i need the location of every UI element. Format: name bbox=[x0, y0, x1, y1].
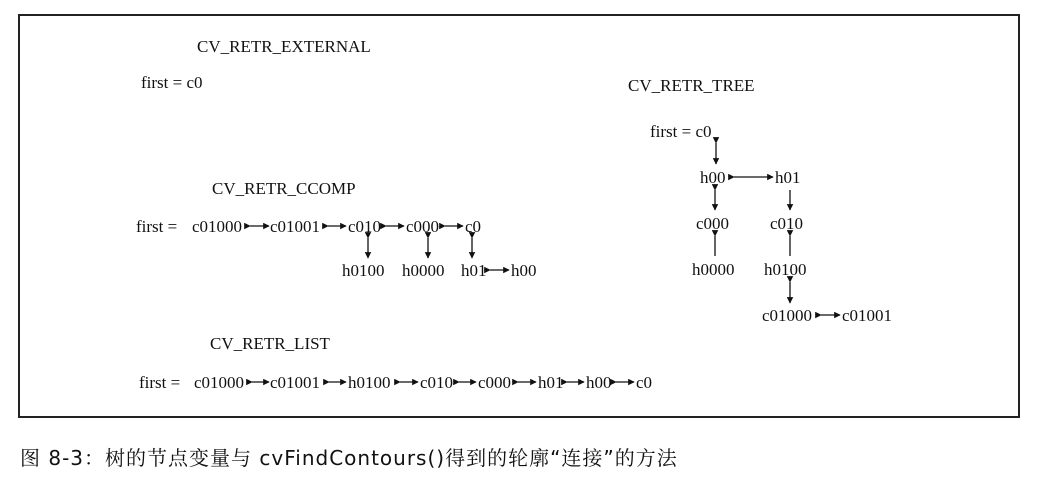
external-title: CV_RETR_EXTERNAL bbox=[197, 37, 371, 56]
tree-node-h0100: h0100 bbox=[764, 260, 807, 279]
tree-node-h00: h00 bbox=[700, 168, 726, 187]
tree-node-h01: h01 bbox=[775, 168, 801, 187]
ccomp-hole-h0100: h0100 bbox=[342, 261, 385, 280]
list-node-c01001: c01001 bbox=[270, 373, 321, 392]
list-node-c01000: c01000 bbox=[194, 373, 245, 392]
tree-node-c01000: c01000 bbox=[762, 306, 813, 325]
tree-node-c010: c010 bbox=[770, 214, 804, 233]
ccomp-first-label: first = bbox=[136, 217, 178, 236]
ccomp-node-c01001: c01001 bbox=[270, 217, 321, 236]
list-node-c000: c000 bbox=[478, 373, 512, 392]
list-node-c0: c0 bbox=[636, 373, 653, 392]
ccomp-hole-h01: h01 bbox=[461, 261, 487, 280]
list-title: CV_RETR_LIST bbox=[210, 334, 330, 353]
list-first-label: first = bbox=[139, 373, 181, 392]
ccomp-node-c0: c0 bbox=[465, 217, 482, 236]
ccomp-node-c010: c010 bbox=[348, 217, 382, 236]
list-node-h0100: h0100 bbox=[348, 373, 391, 392]
tree-title: CV_RETR_TREE bbox=[628, 76, 755, 95]
list-node-c010: c010 bbox=[420, 373, 454, 392]
ccomp-node-c01000: c01000 bbox=[192, 217, 243, 236]
list-node-h01: h01 bbox=[538, 373, 564, 392]
ccomp-hole-h00: h00 bbox=[511, 261, 537, 280]
external-first: first = c0 bbox=[141, 73, 203, 92]
tree-node-c000: c000 bbox=[696, 214, 730, 233]
list-node-h00: h00 bbox=[586, 373, 612, 392]
figure-caption: 图 8-3：树的节点变量与 cvFindContours()得到的轮廓“连接”的方法 bbox=[20, 446, 678, 470]
tree-node-c01001: c01001 bbox=[842, 306, 893, 325]
tree-node-h0000: h0000 bbox=[692, 260, 735, 279]
ccomp-node-c000: c000 bbox=[406, 217, 440, 236]
tree-first: first = c0 bbox=[650, 122, 712, 141]
ccomp-title: CV_RETR_CCOMP bbox=[212, 179, 356, 198]
ccomp-hole-h0000: h0000 bbox=[402, 261, 445, 280]
